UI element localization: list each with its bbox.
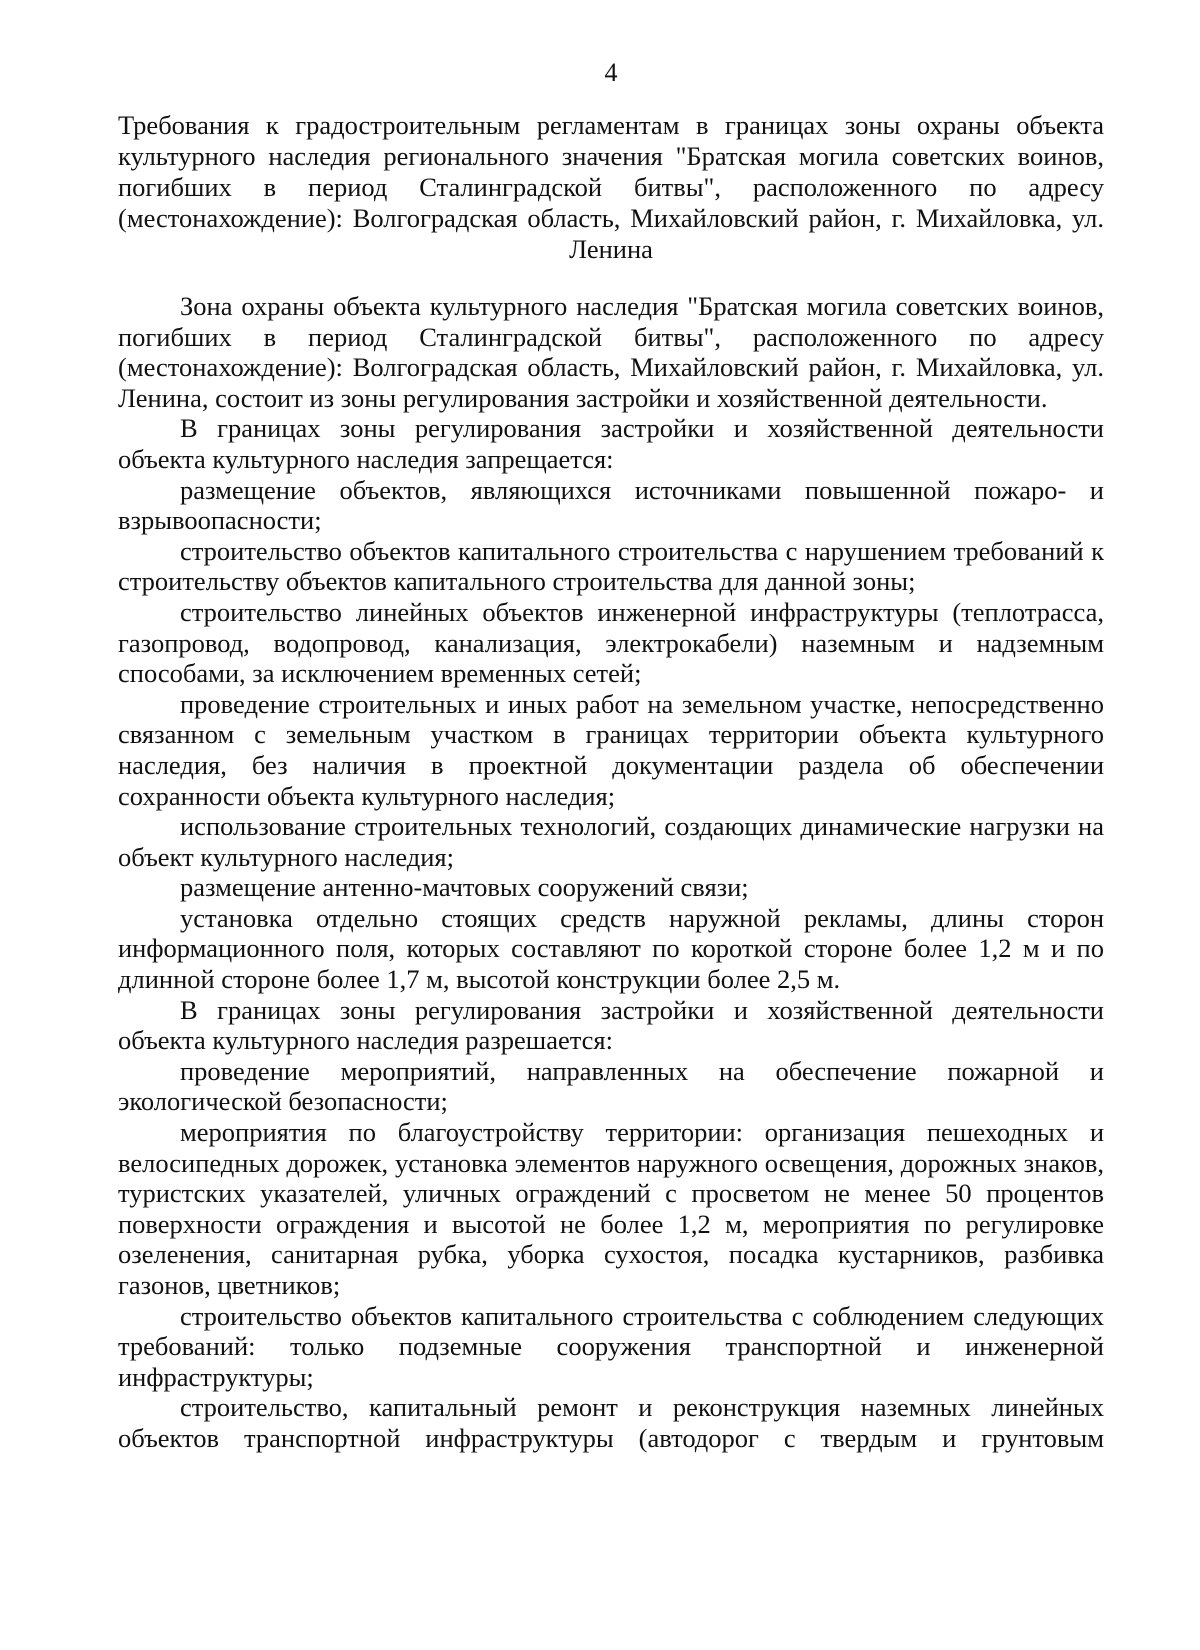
document-title: Требования к градостроительным регламентам в границах зоны охраны объекта культурного наследия регионального значения "Братская могила советских воинов, погибших в период Сталинградской битвы", расположенного по адресу (местонахождение): Волгоградская область, Михайловский район, г. Михайловка, ул. Ленина [118, 110, 1104, 264]
document-page [118, 58, 1104, 1454]
paragraph: В границах зоны регулирования застройки и хозяйственной деятельности объекта культурного наследия запрещается: [118, 413, 1104, 474]
paragraph: использование строительных технологий, создающих динамические нагрузки на объект культурного наследия; [118, 811, 1104, 872]
paragraph: мероприятия по благоустройству территории: организация пешеходных и велосипедных дорожек, установка элементов наружного освещения, дорожных знаков, туристских указателей, уличных ограждений с просветом не менее 50 процентов поверхности ограждения и высотой не более 1,2 м, мероприятия по регулировке озеленения, санитарная рубка, уборка сухостоя, посадка кустарников, разбивка газонов, цветников; [118, 1117, 1104, 1300]
paragraph: строительство объектов капитального строительства с нарушением требований к строительству объектов капитального строительства для данной зоны; [118, 535, 1104, 597]
paragraph: Зона охраны объекта культурного наследия "Братская могила советских воинов, погибших в период Сталинградской битвы", расположенного по адресу (местонахождение): Волгоградская область, Михайловский район, г. Михайловка, ул. Ленина, состоит из зоны регулирования застройки и хозяйственной деятельности. [118, 291, 1104, 413]
document-body [118, 291, 1104, 1454]
paragraph: установка отдельно стоящих средств наружной рекламы, длины сторон информационного поля, которых составляют по короткой стороне более 1,2 м и по длинной стороне более 1,7 м, высотой конструкции более 2,5 м. [118, 902, 1104, 995]
paragraph: строительство объектов капитального строительства с соблюдением следующих требований: только подземные сооружения транспортной и инженерной инфраструктуры; [118, 1300, 1104, 1392]
paragraph: В границах зоны регулирования застройки и хозяйственной деятельности объекта культурного наследия разрешается: [118, 994, 1104, 1056]
paragraph: проведение мероприятий, направленных на обеспечение пожарной и экологической безопасности; [118, 1055, 1104, 1117]
paragraph: проведение строительных и иных работ на земельном участке, непосредственно связанном с земельным участком в границах территории объекта культурного наследия, без наличия в проектной документации раздела об обеспечении сохранности объекта культурного наследия; [118, 688, 1104, 811]
paragraph: строительство, капитальный ремонт и реконструкция наземных линейных объектов транспортной инфраструктуры (автодорог с твердым и грунтовым [118, 1392, 1104, 1453]
paragraph: размещение объектов, являющихся источниками повышенной пожаро- и взрывоопасности; [118, 474, 1104, 536]
page-number: 4 [604, 58, 618, 87]
paragraph: размещение антенно-мачтовых сооружений связи; [180, 872, 749, 903]
paragraph: строительство линейных объектов инженерной инфраструктуры (теплотрасса, газопровод, водопровод, канализация, электрокабели) наземным и надземным способами, за исключением временных сетей; [118, 596, 1104, 689]
